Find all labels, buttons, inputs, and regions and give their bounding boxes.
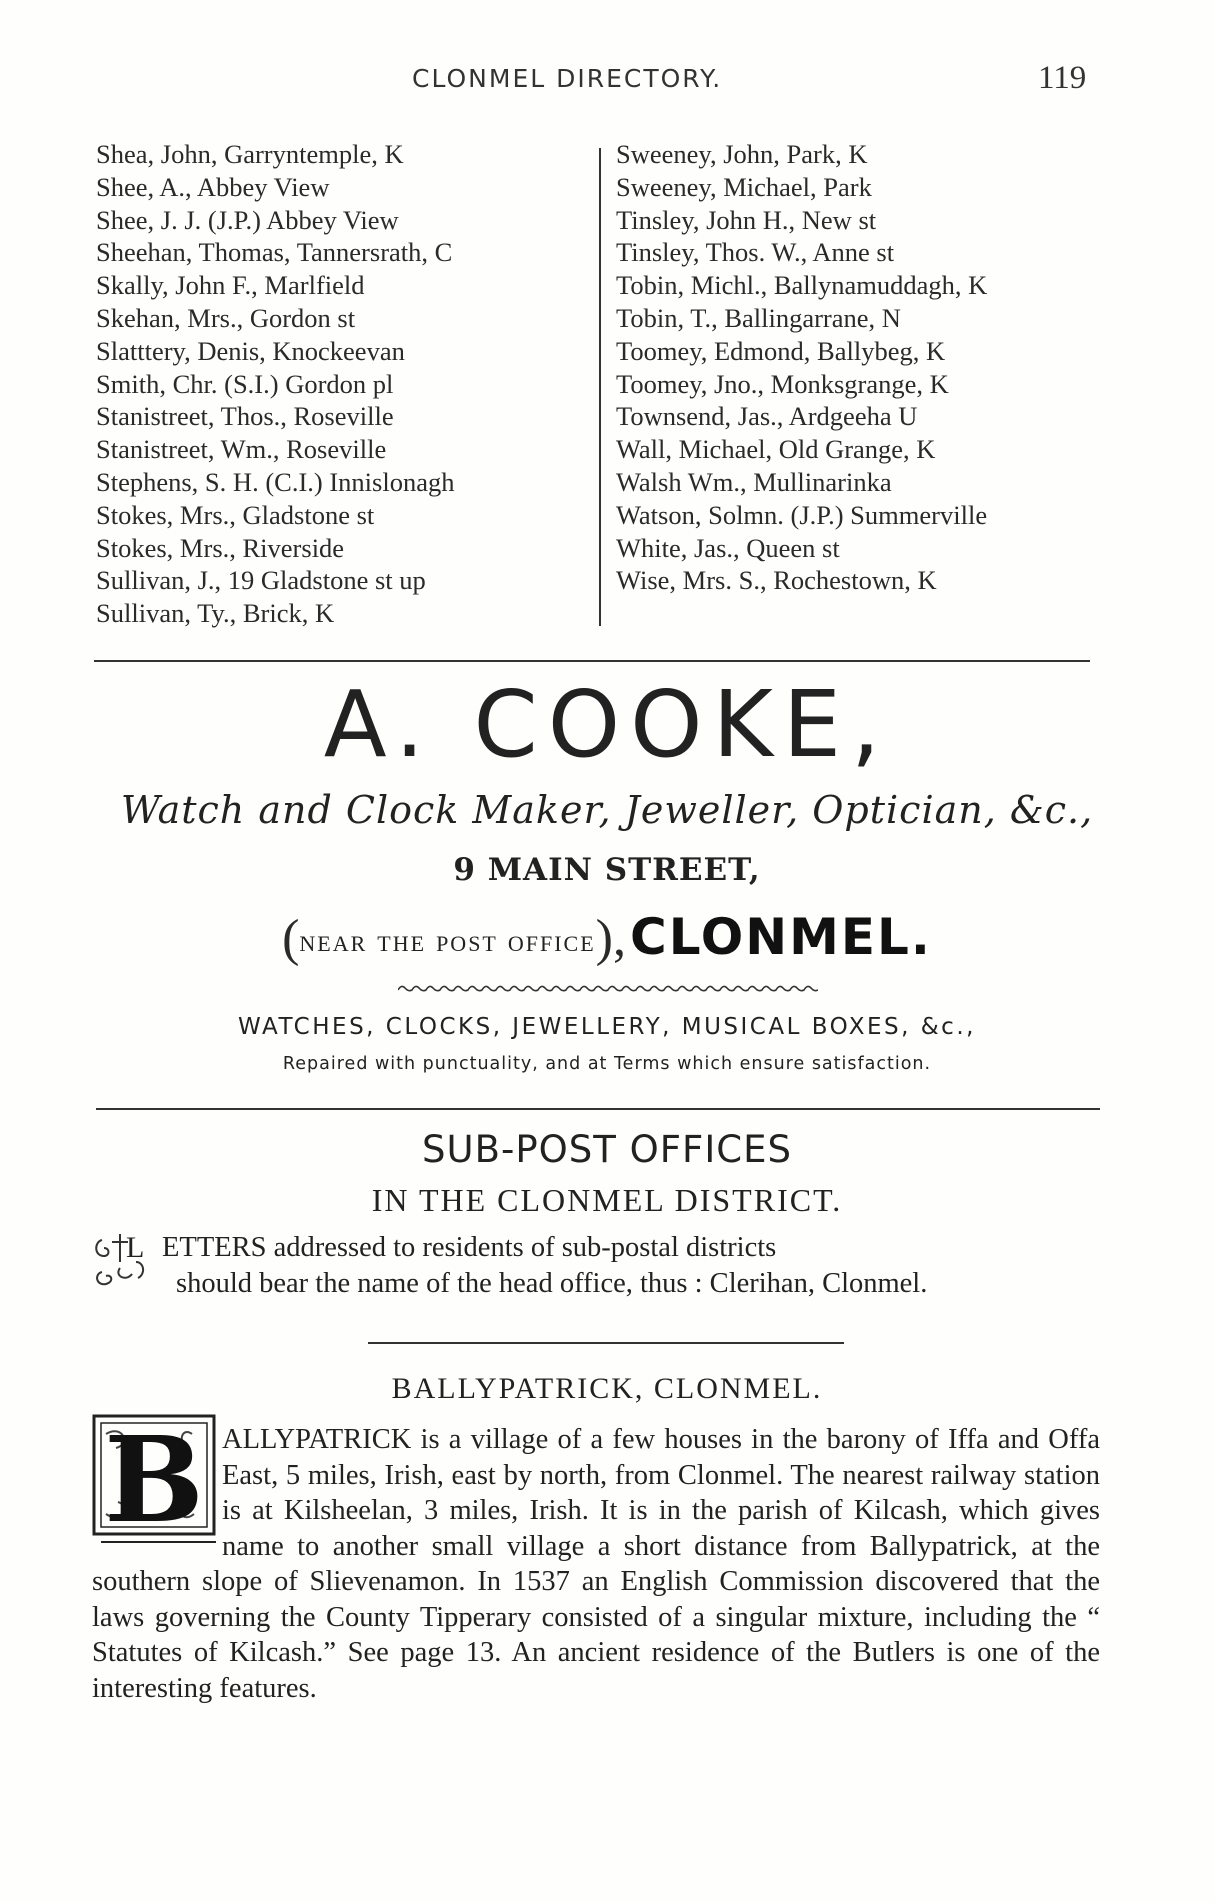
directory-right-column	[616, 138, 987, 597]
rule-above-advert	[94, 660, 1090, 662]
directory-entry: Sheehan, Thomas, Tannersrath, C	[96, 237, 453, 268]
directory-entry: Sweeney, Michael, Park	[616, 171, 872, 202]
directory-entry: Smith, Chr. (S.I.) Gordon pl	[96, 368, 394, 399]
notice-remaining-text: should bear the name of the head office, thus : Clerihan, Clonmel.	[176, 1267, 928, 1299]
directory-entry: Tobin, T., Ballingarrane, N	[616, 302, 901, 333]
directory-entry: Walsh Wm., Mullinarinka	[616, 466, 892, 497]
directory-entry: Stephens, S. H. (C.I.) Innislonagh	[96, 466, 455, 497]
advert-repair-note: Repaired with punctuality, and at Terms which ensure satisfaction.	[282, 1054, 932, 1074]
directory-entry: Skally, John F., Marlfield	[96, 270, 365, 301]
directory-entry: Stanistreet, Thos., Roseville	[96, 401, 394, 432]
advert-address: 9 MAIN STREET,	[453, 852, 761, 888]
directory-entry: Sullivan, J., 19 Gladstone st up	[96, 565, 426, 596]
directory-entry: Shee, J. J. (J.P.) Abbey View	[96, 204, 399, 235]
directory-entry: Sweeney, John, Park, K	[616, 139, 868, 169]
directory-entry: Wise, Mrs. S., Rochestown, K	[616, 565, 937, 596]
advert-paren-open: (	[282, 910, 300, 967]
wavy-ornament	[398, 982, 818, 994]
advert-locality	[0, 908, 1214, 968]
advert-name: A. COOKE,	[323, 671, 891, 778]
advert-town: CLONMEL.	[630, 908, 932, 966]
advert-services: WATCHES, CLOCKS, JEWELLERY, MUSICAL BOXES, &c.,	[238, 1014, 976, 1040]
sub-post-notice	[92, 1230, 1100, 1301]
directory-entry: Townsend, Jas., Ardgeeha U	[616, 401, 918, 432]
directory-entry: Toomey, Edmond, Ballybeg, K	[616, 335, 946, 366]
directory-entry: Toomey, Jno., Monksgrange, K	[616, 368, 949, 399]
directory-entry: Tobin, Michl., Ballynamuddagh, K	[616, 270, 988, 301]
ballypatrick-paragraph	[92, 1422, 1100, 1706]
advert-trade: Watch and Clock Maker, Jeweller, Optician, &c.,	[120, 788, 1094, 832]
directory-entry: Sullivan, Ty., Brick, K	[96, 598, 335, 629]
drop-cap-space	[92, 1422, 222, 1562]
ballypatrick-text: ALLYPATRICK is a village of a few houses in the barony of Iffa and Offa East, 5 miles, Irish, east by north, from Clonmel. The nearest railway station is at Kilsheelan, 3 miles, Irish. It is in the parish of Kilcash, which gives name to another small village a short distance from Ballypatrick, at the southern slope of Slievenamon. In 1537 an English Commission discovered that the laws governing the County Tipperary consisted of a singular mixture, including the “ Statutes of Kilcash.” See page 13. An ancient residence of the Butlers is one of the interesting features.	[92, 1424, 1100, 1704]
section-title: SUB-POST OFFICES	[422, 1128, 792, 1171]
directory-entry: Stokes, Mrs., Riverside	[96, 532, 345, 563]
directory-entry: Watson, Solmn. (J.P.) Summerville	[616, 499, 988, 530]
directory-entry: Wall, Michael, Old Grange, K	[616, 434, 936, 465]
directory-left-column	[96, 138, 454, 630]
directory-entry: Skehan, Mrs., Gordon st	[96, 302, 356, 333]
ornamental-initial-letter: L	[126, 1231, 145, 1264]
cooke-advertisement	[0, 670, 1214, 1080]
directory-entry: Stokes, Mrs., Gladstone st	[96, 499, 375, 530]
column-divider	[599, 148, 601, 626]
directory-entry: Slatttery, Denis, Knockeevan	[96, 335, 405, 366]
running-title: CLONMEL DIRECTORY.	[412, 64, 723, 93]
notice-first-line: ETTERS addressed to residents of sub-postal districts	[162, 1232, 777, 1263]
ballypatrick-heading: BALLYPATRICK, CLONMEL.	[391, 1372, 823, 1405]
directory-listing	[96, 138, 1106, 636]
advert-near: near the post office	[299, 922, 596, 958]
directory-entry: Tinsley, John H., New st	[616, 204, 877, 235]
short-rule	[368, 1342, 844, 1344]
running-head	[0, 60, 1214, 104]
section-subtitle: IN THE CLONMEL DISTRICT.	[371, 1182, 843, 1218]
page-number: 119	[1038, 60, 1087, 96]
directory-entry: White, Jas., Queen st	[616, 532, 840, 563]
ornamental-initial	[92, 1232, 152, 1288]
directory-entry: Tinsley, Thos. W., Anne st	[616, 237, 895, 268]
directory-entry: Shee, A., Abbey View	[96, 171, 330, 202]
drop-cap-letter: B	[104, 1410, 204, 1549]
advert-paren-close: ),	[595, 910, 626, 967]
directory-entry: Stanistreet, Wm., Roseville	[96, 434, 387, 465]
directory-entry: Shea, John, Garryntemple, K	[96, 139, 404, 169]
rule-below-advert	[96, 1108, 1100, 1110]
